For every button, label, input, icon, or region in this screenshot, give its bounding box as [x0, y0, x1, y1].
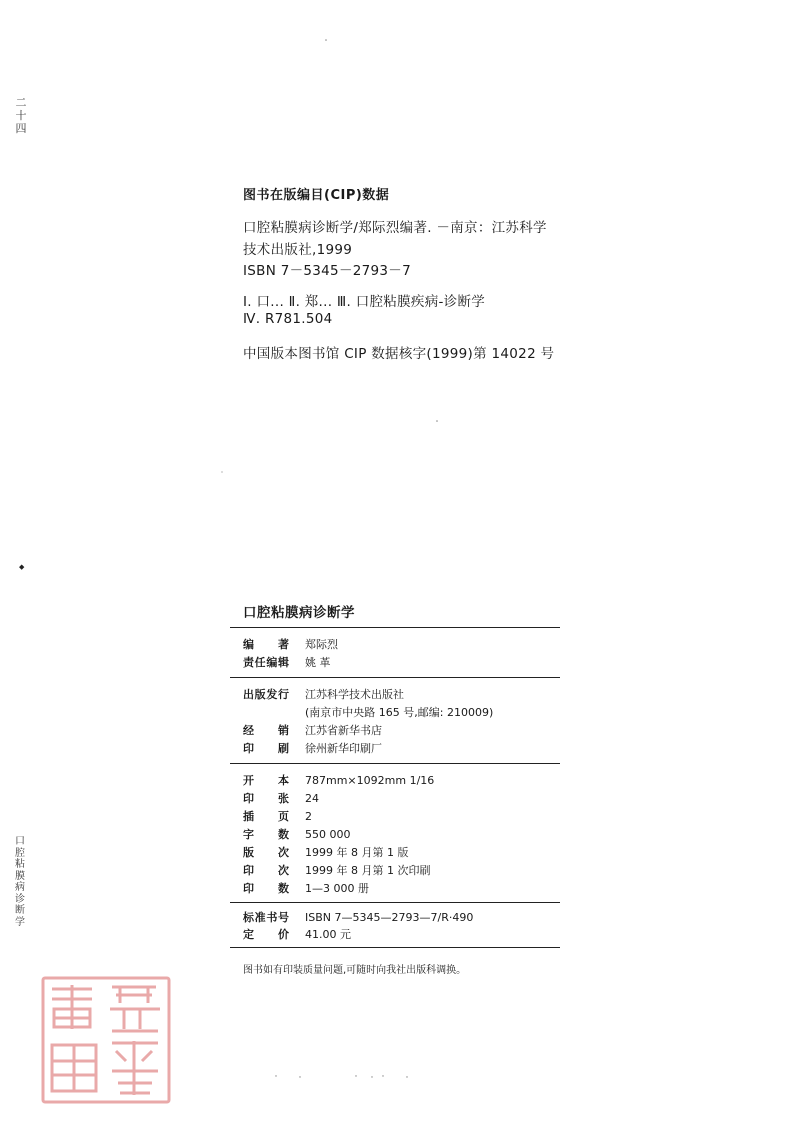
margin-bullet: ◆ [19, 563, 25, 571]
pricing-label: 定 价 [243, 928, 289, 941]
cip-heading: 图书在版编目(CIP)数据 [243, 188, 390, 203]
side-spine-title: 口 腔 粘 膜 病 诊 断 学 [15, 836, 25, 928]
credit-value: 郑际烈 [305, 638, 338, 651]
credit-label: 责任编辑 [243, 656, 289, 669]
spec-row [243, 773, 434, 789]
publishing-value: 江苏省新华书店 [305, 724, 382, 737]
divider [230, 627, 560, 628]
publishing-row [243, 687, 404, 703]
publishing-value: (南京市中央路 165 号,邮编: 210009) [305, 706, 494, 719]
publishing-label: 出版发行 [243, 688, 289, 701]
spec-value: 550 000 [305, 828, 351, 841]
pricing-label: 标准书号 [243, 911, 289, 924]
cip-record-line: 口腔粘膜病诊断学/郑际烈编著. －南京：江苏科学 [243, 220, 547, 236]
cip-subject-line: Ⅰ. 口... Ⅱ. 郑... Ⅲ. 口腔粘膜疾病-诊断学 [243, 294, 486, 310]
spec-label: 插 页 [243, 810, 289, 823]
spec-value: 787mm×1092mm 1/16 [305, 774, 435, 787]
book-title: 口腔粘膜病诊断学 [243, 605, 355, 621]
divider [230, 763, 560, 764]
credit-label: 编 著 [243, 638, 289, 651]
publishing-value: 江苏科学技术出版社 [305, 688, 404, 701]
spec-value: 1999 年 8 月第 1 次印刷 [305, 864, 431, 877]
cip-classification-line: Ⅳ. R781.504 [243, 311, 333, 327]
library-seal-stamp [40, 975, 172, 1105]
cip-record-number: 中国版本图书馆 CIP 数据核字(1999)第 14022 号 [243, 346, 555, 362]
spec-label: 字 数 [243, 828, 289, 841]
publishing-row [243, 723, 382, 739]
spec-row [243, 809, 312, 825]
spec-value: 1999 年 8 月第 1 版 [305, 846, 409, 859]
divider [230, 947, 560, 948]
spec-label: 开 本 [243, 774, 289, 787]
spec-label: 印 次 [243, 864, 289, 877]
divider [230, 677, 560, 678]
publishing-row [243, 705, 493, 721]
spec-value: 1—3 000 册 [305, 882, 369, 895]
side-section-tab: 二 十 四 [15, 96, 27, 135]
publishing-value: 徐州新华印刷厂 [305, 742, 382, 755]
publishing-label: 印 刷 [243, 742, 289, 755]
spec-row [243, 845, 408, 861]
spec-label: 印 数 [243, 882, 289, 895]
cip-record-line: 技术出版社,1999 [243, 242, 353, 258]
cip-isbn-line: ISBN 7－5345－2793－7 [243, 263, 411, 279]
spec-row [243, 791, 319, 807]
spec-row [243, 863, 430, 879]
spec-row [243, 881, 369, 897]
spec-value: 24 [305, 792, 319, 805]
pricing-value: 41.00 元 [305, 928, 351, 941]
credit-value: 姚 革 [305, 656, 331, 669]
publishing-row [243, 741, 382, 757]
spec-label: 印 张 [243, 792, 289, 805]
spec-value: 2 [305, 810, 312, 823]
spec-row [243, 827, 351, 843]
pricing-row [243, 910, 473, 926]
spec-label: 版 次 [243, 846, 289, 859]
pricing-row [243, 927, 351, 943]
credit-row [243, 637, 338, 653]
quality-notice: 图书如有印装质量问题,可随时向我社出版科调换。 [243, 965, 467, 976]
credit-row [243, 655, 331, 671]
publishing-label: 经 销 [243, 724, 289, 737]
pricing-value: ISBN 7—5345—2793—7/R·490 [305, 911, 474, 924]
divider [230, 902, 560, 903]
